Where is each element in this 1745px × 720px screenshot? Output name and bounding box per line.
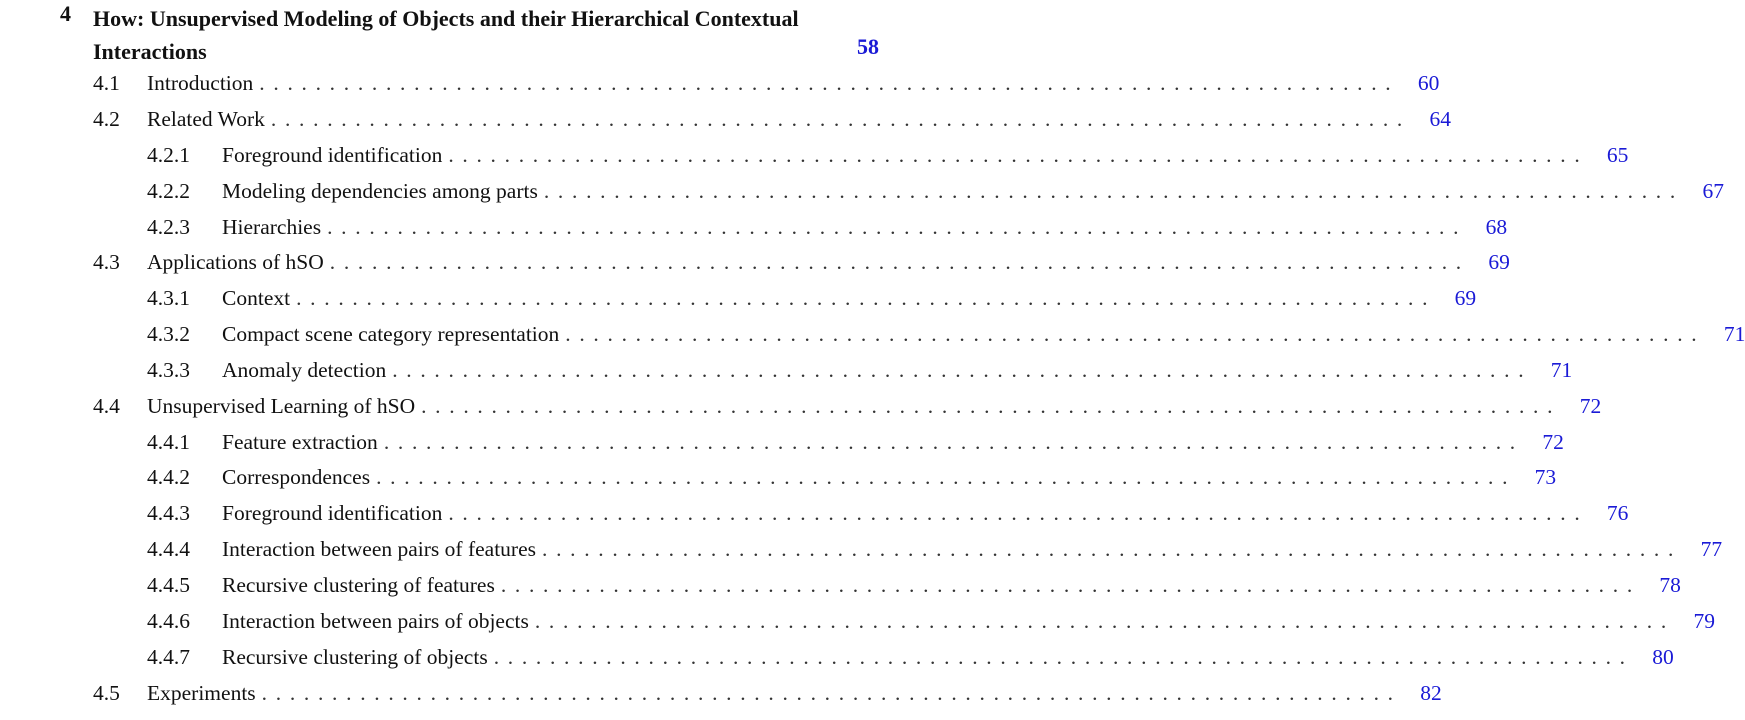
subsection-title: Recursive clustering of features	[222, 572, 495, 597]
subsection-number: 4.4.4	[147, 536, 190, 561]
subsection-title: Interaction between pairs of objects	[222, 608, 529, 633]
subsection-title: Feature extraction	[222, 429, 378, 454]
page-number-link[interactable]: 79	[1693, 608, 1715, 633]
toc-entry[interactable]	[147, 427, 1564, 457]
dot-leader: .................................................................................	[327, 214, 1468, 239]
toc-entry[interactable]	[93, 68, 1440, 98]
subsection-number: 4.4.7	[147, 644, 190, 669]
page-number-link[interactable]: 77	[1700, 536, 1723, 561]
page-number-link[interactable]: 80	[1652, 644, 1674, 669]
toc-entry[interactable]	[147, 534, 1723, 564]
dot-leader: .................................................................................	[542, 536, 1683, 561]
subsection-title: Modeling dependencies among parts	[222, 178, 538, 203]
subsection-number: 4.4.2	[147, 464, 190, 489]
toc-entry[interactable]	[93, 678, 1442, 708]
dot-leader: .................................................................................	[329, 249, 1470, 274]
subsection-number: 4.3.3	[147, 357, 190, 382]
chapter-number: 4	[60, 1, 71, 26]
subsection-title: Anomaly detection	[222, 357, 387, 382]
page-number-link[interactable]: 76	[1606, 500, 1629, 525]
subsection-number: 4.4.1	[147, 429, 190, 454]
toc-entry[interactable]	[93, 391, 1602, 421]
page-number-link[interactable]: 78	[1659, 572, 1681, 597]
dot-leader: .................................................................................	[493, 644, 1634, 669]
toc-entry[interactable]	[147, 570, 1681, 600]
section-title: Experiments	[147, 680, 256, 705]
dot-leader: .................................................................................	[270, 106, 1411, 131]
subsection-title: Correspondences	[222, 464, 371, 489]
section-title: Applications of hSO	[147, 249, 324, 274]
page-number-link[interactable]: 72	[1579, 393, 1602, 418]
toc-entry[interactable]	[147, 498, 1629, 528]
section-number: 4.4	[93, 393, 120, 418]
dot-leader: .................................................................................	[259, 70, 1400, 95]
subsection-number: 4.2.2	[147, 178, 190, 203]
page-number-link[interactable]: 73	[1534, 464, 1557, 489]
subsection-number: 4.4.6	[147, 608, 190, 633]
toc-entry[interactable]	[147, 140, 1629, 170]
toc-entry[interactable]	[93, 247, 1510, 277]
subsection-title: Context	[222, 285, 291, 310]
dot-leader: .................................................................................	[500, 572, 1641, 597]
section-number: 4.2	[93, 106, 120, 131]
chapter-title: How: Unsupervised Modeling of Objects and their Hierarchical Contextual Interactions	[93, 6, 799, 64]
page-number-link[interactable]: 72	[1542, 429, 1564, 454]
toc-entry[interactable]	[147, 319, 1745, 349]
subsection-title: Recursive clustering of objects	[222, 644, 488, 669]
toc-entry[interactable]	[147, 355, 1573, 385]
section-number: 4.5	[93, 680, 120, 705]
dot-leader: .................................................................................	[383, 429, 1524, 454]
subsection-number: 4.2.1	[147, 142, 190, 167]
dot-leader: .................................................................................	[376, 464, 1517, 489]
toc-entry[interactable]	[93, 104, 1451, 134]
toc-entry[interactable]	[147, 606, 1715, 636]
page-number-link[interactable]: 68	[1485, 214, 1508, 239]
dot-leader: .................................................................................	[392, 357, 1533, 382]
page-number-link[interactable]: 67	[1702, 178, 1724, 203]
toc-entry[interactable]	[147, 642, 1674, 672]
subsection-title: Hierarchies	[222, 214, 322, 239]
section-title: Introduction	[147, 70, 254, 95]
dot-leader: .................................................................................	[565, 321, 1706, 346]
subsection-title: Foreground identification	[222, 142, 443, 167]
toc-entry[interactable]	[147, 462, 1557, 492]
toc-entry[interactable]	[147, 212, 1508, 242]
section-title: Related Work	[147, 106, 265, 131]
section-number: 4.3	[93, 249, 120, 274]
subsection-title: Compact scene category representation	[222, 321, 560, 346]
subsection-number: 4.3.1	[147, 285, 190, 310]
subsection-number: 4.3.2	[147, 321, 190, 346]
page-number-link[interactable]: 82	[1420, 680, 1442, 705]
page-number-link[interactable]: 60	[1417, 70, 1440, 95]
page-number-link[interactable]: 65	[1606, 142, 1629, 167]
chapter-page-link[interactable]: 58	[857, 34, 879, 59]
dot-leader: .................................................................................	[261, 680, 1402, 705]
page-number-link[interactable]: 64	[1429, 106, 1451, 131]
dot-leader: .................................................................................	[421, 393, 1562, 418]
dot-leader: .................................................................................	[448, 500, 1589, 525]
toc-entry[interactable]	[147, 283, 1477, 313]
subsection-number: 4.4.5	[147, 572, 190, 597]
toc-entry[interactable]	[147, 176, 1724, 206]
dot-leader: .................................................................................	[543, 178, 1684, 203]
page-number-link[interactable]: 69	[1488, 249, 1510, 274]
page-number-link[interactable]: 69	[1454, 285, 1477, 310]
dot-leader: .................................................................................	[448, 142, 1589, 167]
subsection-number: 4.2.3	[147, 214, 190, 239]
page-number-link[interactable]: 71	[1723, 321, 1745, 346]
subsection-title: Foreground identification	[222, 500, 443, 525]
section-number: 4.1	[93, 70, 120, 95]
section-title: Unsupervised Learning of hSO	[147, 393, 416, 418]
subsection-title: Interaction between pairs of features	[222, 536, 536, 561]
dot-leader: .................................................................................	[534, 608, 1675, 633]
dot-leader: .................................................................................	[296, 285, 1437, 310]
page-number-link[interactable]: 71	[1550, 357, 1573, 382]
subsection-number: 4.4.3	[147, 500, 190, 525]
